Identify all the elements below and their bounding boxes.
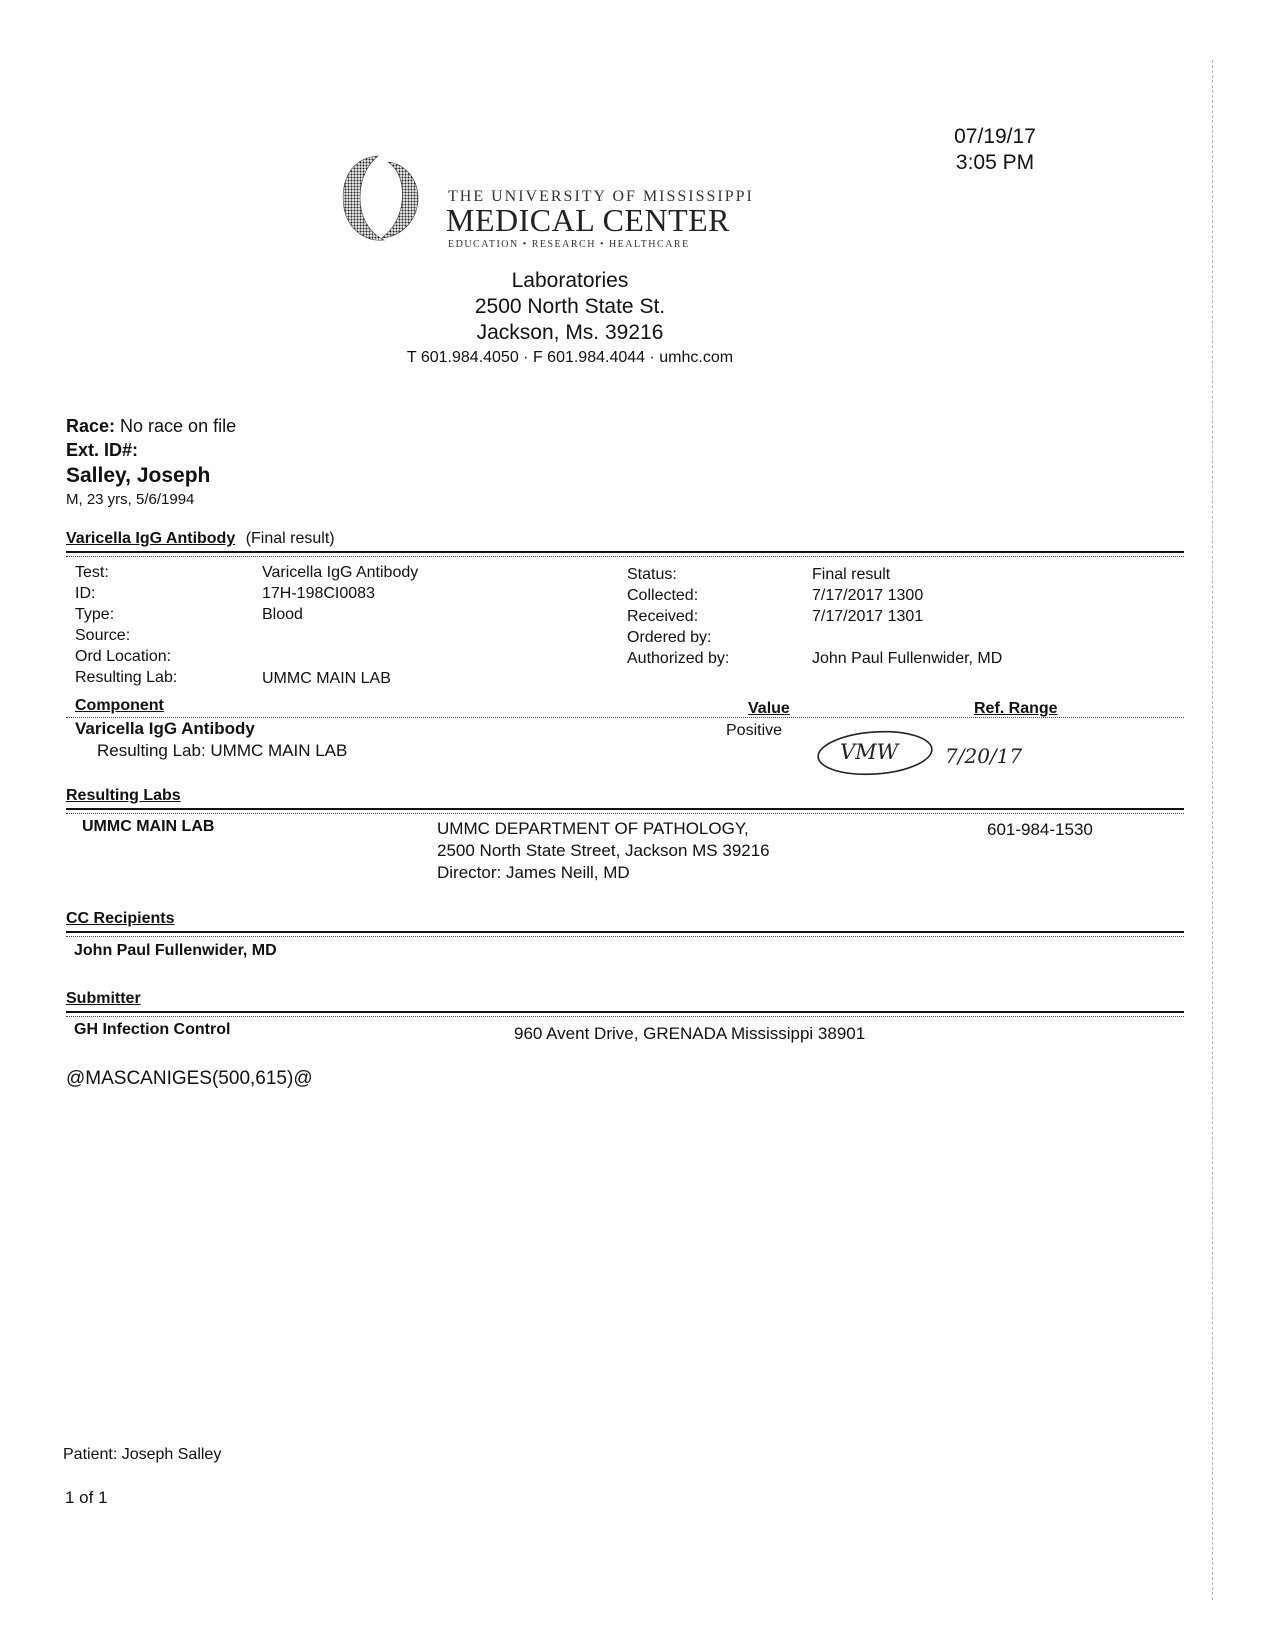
scan-tag: @MASCANIGES(500,615)@ — [66, 1068, 313, 1089]
ummc-logo-icon — [338, 152, 422, 244]
print-time: 3:05 PM — [955, 151, 1035, 174]
lab-contact: T 601.984.4050 · F 601.984.4044 · umhc.com — [406, 349, 734, 366]
field-label-resulting-lab: Resulting Lab: — [75, 669, 178, 686]
field-label-test: Test: — [75, 564, 109, 581]
field-value-ord-location — [262, 646, 418, 667]
footer-page-number: 1 of 1 — [65, 1488, 108, 1507]
field-value-ordered-by — [812, 627, 1002, 648]
signature-initials: VMW — [840, 740, 899, 764]
cc-recipient: John Paul Fullenwider, MD — [74, 942, 277, 959]
result-right-values — [812, 564, 1002, 669]
logo-tagline: EDUCATION • RESEARCH • HEALTHCARE — [448, 239, 690, 250]
field-label-source: Source: — [75, 627, 131, 644]
component-rule-dotted — [66, 717, 1184, 718]
logo-university-line: THE UNIVERSITY OF MISSISSIPPI — [448, 188, 754, 205]
patient-demographics: M, 23 yrs, 5/6/1994 — [66, 491, 195, 508]
result-title: Varicella IgG Antibody — [66, 530, 236, 547]
result-left-values — [262, 562, 418, 689]
logo-medical-center: MEDICAL CENTER — [446, 202, 731, 238]
result-left-labels — [75, 562, 177, 688]
field-value-authorized-by: John Paul Fullenwider, MD — [812, 650, 1003, 667]
race-value: No race on file — [115, 416, 237, 436]
resulting-labs-rule-dotted — [66, 813, 1184, 814]
component-header: Component — [75, 697, 164, 714]
signature-date: 7/20/17 — [945, 744, 1023, 768]
cc-title: CC Recipients — [66, 910, 175, 927]
patient-name: Salley, Joseph — [66, 464, 211, 487]
resulting-labs-rule — [66, 808, 1184, 810]
field-value-resulting-lab: UMMC MAIN LAB — [262, 670, 391, 687]
resulting-labs-title: Resulting Labs — [66, 787, 181, 804]
race-line — [66, 416, 236, 437]
field-value-source — [262, 625, 418, 646]
field-label-ordered-by: Ordered by: — [627, 629, 712, 646]
result-rule-dotted — [66, 556, 1184, 557]
field-label-authorized-by: Authorized by: — [627, 650, 730, 667]
lab-address-line2: Jackson, Ms. 39216 — [476, 321, 664, 344]
race-label: Race: — [66, 416, 116, 436]
page-edge-line — [1212, 60, 1213, 1600]
print-date: 07/19/17 — [954, 125, 1036, 148]
print-datetime — [940, 124, 1050, 176]
result-right-labels — [627, 564, 729, 669]
submitter-rule — [66, 1011, 1184, 1013]
ref-range-header: Ref. Range — [974, 700, 1058, 717]
lab-address-line1: 2500 North State St. — [474, 295, 666, 318]
field-label-id: ID: — [75, 585, 96, 602]
component-resulting-lab: Resulting Lab: UMMC MAIN LAB — [97, 741, 348, 760]
footer-patient: Patient: Joseph Salley — [63, 1446, 222, 1463]
component-value: Positive — [726, 722, 783, 739]
field-label-collected: Collected: — [627, 587, 699, 604]
lab-name: Laboratories — [511, 269, 629, 292]
resulting-lab-address-block — [437, 818, 770, 884]
field-value-test: Varicella IgG Antibody — [262, 564, 419, 581]
submitter-name: GH Infection Control — [74, 1021, 231, 1038]
cc-rule-dotted — [66, 936, 1184, 937]
submitter-address: 960 Avent Drive, GRENADA Mississippi 38901 — [514, 1024, 866, 1043]
resulting-lab-name: UMMC MAIN LAB — [82, 818, 215, 835]
result-rule — [66, 551, 1184, 553]
submitter-rule-dotted — [66, 1016, 1184, 1017]
submitter-title: Submitter — [66, 990, 141, 1007]
lab-address-block — [420, 268, 720, 346]
ext-id-label: Ext. ID#: — [66, 440, 139, 460]
resulting-lab-director: Director: James Neill, MD — [437, 863, 630, 882]
field-label-type: Type: — [75, 606, 115, 623]
field-value-collected: 7/17/2017 1300 — [812, 587, 924, 604]
field-value-type: Blood — [262, 606, 303, 623]
field-label-ord-location: Ord Location: — [75, 648, 172, 665]
value-header: Value — [748, 700, 790, 717]
field-label-status: Status: — [627, 566, 677, 583]
field-label-received: Received: — [627, 608, 699, 625]
resulting-lab-address: 2500 North State Street, Jackson MS 39216 — [437, 841, 770, 860]
result-heading — [66, 530, 335, 548]
component-name: Varicella IgG Antibody — [75, 719, 255, 738]
cc-rule — [66, 931, 1184, 933]
field-value-id: 17H-198CI0083 — [262, 585, 375, 602]
resulting-lab-dept: UMMC DEPARTMENT OF PATHOLOGY, — [437, 819, 749, 838]
field-value-status: Final result — [812, 566, 891, 583]
resulting-lab-phone: 601-984-1530 — [987, 820, 1093, 839]
result-status-note: (Final result) — [245, 530, 335, 547]
field-value-received: 7/17/2017 1301 — [812, 608, 924, 625]
